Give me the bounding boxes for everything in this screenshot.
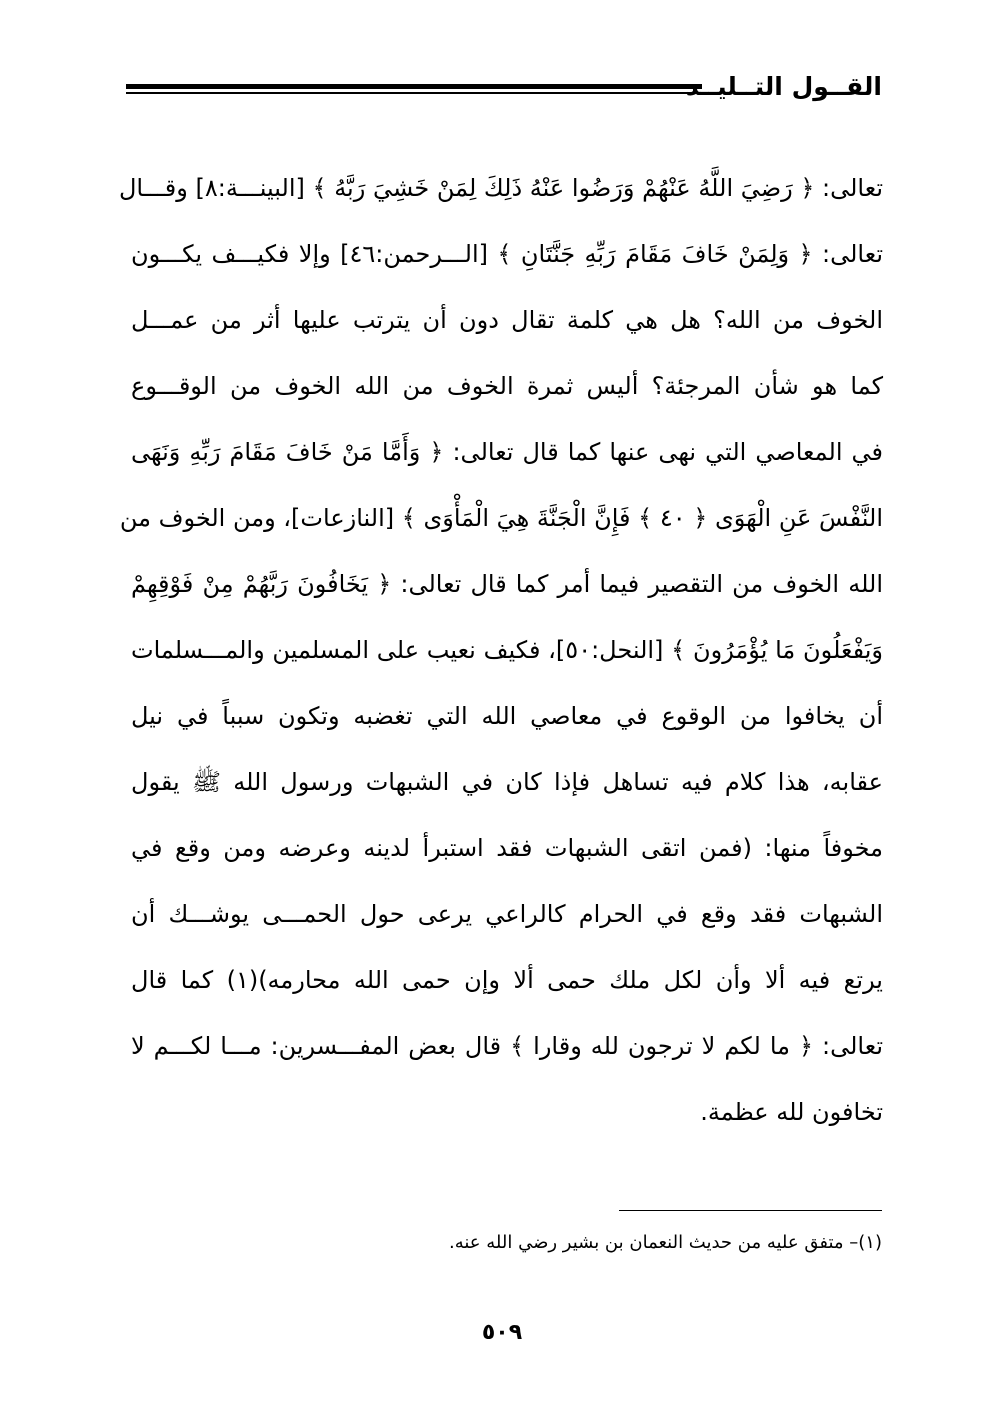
body-line: تعالى: ﴿ ما لكم لا ترجون لله وقارا ﴾ قال بعض المفـــسرين: مـــا لكـــم لا [131,1032,883,1060]
body-line: وَيَفْعَلُونَ مَا يُؤْمَرُونَ ﴾ [النحل:٥٠]، فكيف نعيب على المسلمين والمـــسلمات [131,636,883,664]
body-line: مخوفاً منها: (فمن اتقى الشبهات فقد استبرأ لدينه وعرضه ومن وقع في [131,834,883,862]
header-rule [126,84,702,94]
body-line: كما هو شأن المرجئة؟ أليس ثمرة الخوف من الله الخوف من الوقـــوع [131,372,883,400]
footnote: (١)– متفق عليه من حديث النعمان بن بشير رضي الله عنه. [449,1232,882,1253]
body-line: تعالى: ﴿ وَلِمَنْ خَافَ مَقَامَ رَبِّهِ جَنَّتَانِ ﴾ [الـــرحمن:٤٦] وإلا فكيـــف يكـــون [131,240,883,268]
page-header [126,72,882,112]
footnote-separator [619,1210,882,1211]
body-line: في المعاصي التي نهى عنها كما قال تعالى: ﴿ وَأَمَّا مَنْ خَافَ مَقَامَ رَبِّهِ وَنَهَى [131,438,883,466]
body-text [118,155,883,1145]
header-title: القــول التــليــد [685,72,882,101]
body-line: تعالى: ﴿ رَضِيَ اللَّهُ عَنْهُمْ وَرَضُوا عَنْهُ ذَلِكَ لِمَنْ خَشِيَ رَبَّهُ ﴾ [البينـــة:٨] وقـــال [118,174,883,202]
body-line: أن يخافوا من الوقوع في معاصي الله التي تغضبه وتكون سبباً في نيل [131,702,883,730]
body-line: الشبهات فقد وقع في الحرام كالراعي يرعى حول الحمـــى يوشـــك أن [131,900,883,928]
body-line: يرتع فيه ألا وأن لكل ملك حمى ألا وإن حمى الله محارمه)(١) كما قال [131,966,883,994]
header-rule-thin [126,92,702,94]
body-line: النَّفْسَ عَنِ الْهَوَى ﴿ ٤٠ ﴾ فَإِنَّ الْجَنَّةَ هِيَ الْمَأْوَى ﴾ [النازعات]، ومن الخوف من [119,504,883,532]
body-line: تخافون لله عظمة. [700,1098,883,1126]
body-line: الله الخوف من التقصير فيما أمر كما قال تعالى: ﴿ يَخَافُونَ رَبَّهُمْ مِنْ فَوْقِهِمْ [131,570,883,598]
body-line: الخوف من الله؟ هل هي كلمة تقال دون أن يترتب عليها أثر من عمـــل [131,306,883,334]
body-line: عقابه، هذا كلام فيه تساهل فإذا كان في الشبهات ورسول الله ﷺ يقول [131,768,883,796]
header-rule-thick [126,84,702,89]
page-number: ٥٠٩ [481,1320,523,1345]
